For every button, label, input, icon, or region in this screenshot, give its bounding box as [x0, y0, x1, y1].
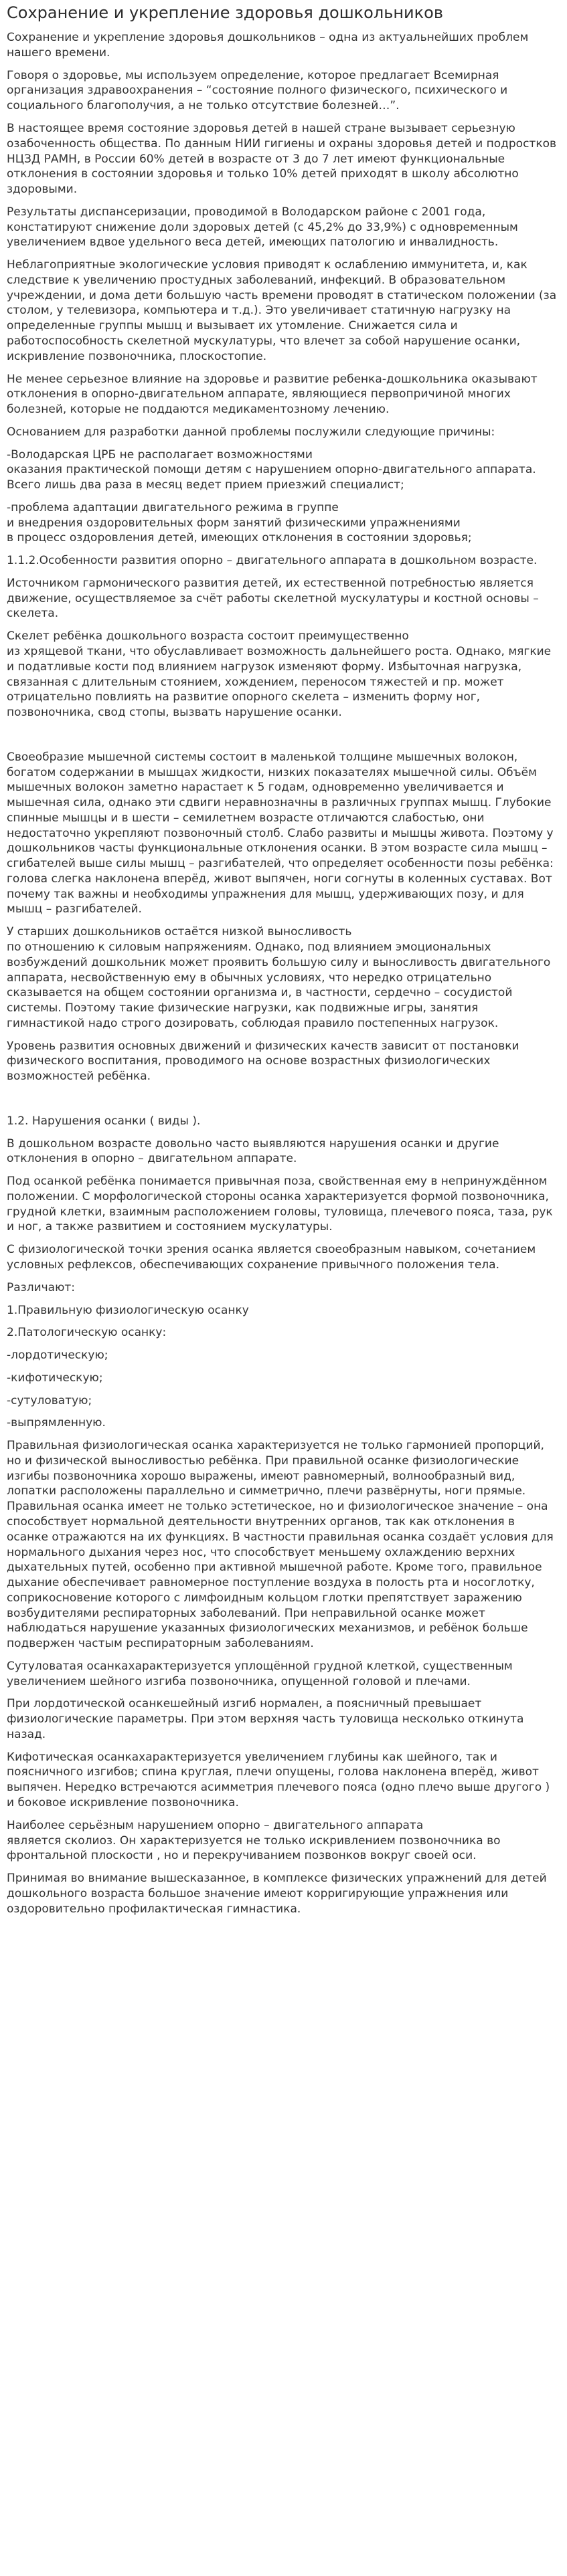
paragraph: При лордотической осанкешейный изгиб нормален, а поясничный превышает физиологические параметры. При этом верхняя часть туловища несколько откинута назад. [7, 1697, 524, 1741]
paragraph: Основанием для разработки данной проблемы послужили следующие причины: [7, 425, 495, 439]
paragraph: Кифотическая осанкахарактеризуется увеличением глубины как шейного, так и поясничного изгибов; спина круглая, плечи опущены, голова наклонена вперёд, живот выпячен. Нередко встречаются асимметрия плечевого пояса (одно плечо выше другого ) и боковое искривление позвоночника. [7, 1750, 550, 1809]
list-item: 2.Патологическую осанку: [7, 1326, 167, 1340]
paragraph: У старших дошкольников остаётся низкой выносливость по отношению к силовым напряжениям. Однако, под влиянием эмоциональных возбуждений дошкольник может проявить большую силу и выносливость двигательного аппарата, несвойственную ему в обычных условиях, что нередко отрицательно сказывается на общем состоянии организма и, в частности, сердечно – сосудистой системы. Поэтому такие физические нагрузки, как подвижные игры, занятия гимнастикой надо строго дозировать, соблюдая правило постепенных нагрузок. [7, 925, 551, 1030]
paragraph: Не менее серьезное влияние на здоровье и развитие ребенка-дошкольника оказывают отклонения в опорно-двигательном аппарате, являющиеся первопричиной многих болезней, которые не поддаются медикаментозному лечению. [7, 372, 538, 417]
list-item: -выпрямленную. [7, 1416, 106, 1430]
paragraph: Результаты диспансеризации, проводимой в Володарском районе с 2001 года, констатируют снижение доли здоровых детей (с 45,2% до 33,9%) с одновременным увеличением вдвое удельного веса детей, имеющих патологию и инвалидность. [7, 205, 518, 250]
section-heading: 1.2. Нарушения осанки ( виды ). [7, 1114, 201, 1128]
paragraph: Неблагоприятные экологические условия приводят к ослаблению иммунитета, и, как следствие к увеличению простудных заболеваний, инфекций. В образовательном учреждении, и дома дети большую часть времени проводят в статическом положении (за столом, у телевизора, компьютера и т.д.). Это увеличивает статичную нагрузку на определенные группы мышц и вызывает их утомление. Снижается сила и работоспособность скелетной мускулатуры, что влечет за собой нарушение осанки, искривление позвоночника, плоскостопие. [7, 258, 557, 363]
paragraph: С физиологической точки зрения осанка является своеобразным навыком, сочетанием условных рефлексов, обеспечивающих сохранение привычного положения тела. [7, 1243, 536, 1272]
paragraph: Под осанкой ребёнка понимается привычная поза, свойственная ему в непринуждённом положении. С морфологической стороны осанка характеризуется формой позвоночника, грудной клетки, взаимным расположением головы, туловища, плечевого пояса, таза, рук и ног, а также развитием и состоянием мускулатуры. [7, 1175, 553, 1234]
article-body [7, 30, 559, 1916]
list-item: 1.Правильную физиологическую осанку [7, 1303, 249, 1317]
paragraph: Скелет ребёнка дошкольного возраста состоит преимущественно из хрящевой ткани, что обуславливает возможность дальнейшего роста. Однако, мягкие и податливые кости под влиянием нагрузок изменяют форму. Избыточная нагрузка, связанная с длительным стоянием, хождением, переносом тяжестей и пр. может отрицательно повлиять на развитие опорного скелета – изменить форму ног, позвоночника, свод стопы, вызвать нарушение осанки. [7, 629, 552, 720]
article-title: Сохранение и укрепление здоровья дошкольников [7, 3, 443, 22]
paragraph: Наиболее серьёзным нарушением опорно – двигательного аппарата является сколиоз. Он характеризуется не только искривлением позвоночника во фронтальной плоскости , но и перекручиванием позвонков вокруг своей оси. [7, 1818, 501, 1863]
paragraph: -проблема адаптации двигательного режима в группе и внедрения оздоровительных форм занятий физическими упражнениями в процесс оздоровления детей, имеющих отклонения в состоянии здоровья; [7, 500, 472, 545]
list-item: -лордотическую; [7, 1349, 108, 1363]
article-page [0, 3, 567, 1944]
paragraph: В настоящее время состояние здоровья детей в нашей стране вызывает серьезную озабоченность общества. По данным НИИ гигиены и охраны здоровья детей и подростков НЦЗД РАМН, в России 60% детей в возрасте от 3 до 7 лет имеют функциональные отклонения в состоянии здоровья и только 10% детей приходят в школу абсолютно здоровыми. [7, 122, 557, 197]
paragraph: Источником гармонического развития детей, их естественной потребностью является движение, осуществляемое за счёт работы скелетной мускулатуры и костной основы – скелета. [7, 576, 539, 621]
paragraph: Принимая во внимание вышесказанное, в комплексе физических упражнений для детей дошкольного возраста большое значение имеют корригирующие упражнения или оздоровительно профилактическая гимнастика. [7, 1872, 547, 1916]
paragraph: -Володарская ЦРБ не располагает возможностями оказания практической помощи детям с нарушением опорно-двигательного аппарата. Всего лишь два раза в месяц ведет прием приезжий специалист; [7, 448, 536, 492]
paragraph: Различают: [7, 1280, 76, 1294]
paragraph: Сутуловатая осанкахарактеризуется уплощённой грудной клеткой, существенным увеличением шейного изгиба позвоночника, опущенной головой и плечами. [7, 1659, 513, 1688]
paragraph: В дошкольном возрасте довольно часто выявляются нарушения осанки и другие отклонения в опорно – двигательном аппарате. [7, 1136, 499, 1166]
paragraph: Правильная физиологическая осанка характеризуется не только гармонией пропорций, но и физической выносливостью ребёнка. При правильной осанке физиологические изгибы позвоночника хорошо выражены, имеют равномерный, волнообразный вид, лопатки расположены параллельно и симметрично, плечи развёрнуты, ноги прямые. Правильная осанка имеет не только эстетическое, но и физиологическое значение – она способствует нормальной деятельности внутренних органов, так как отклонения в осанке отражаются на их функциях. В частности правильная осанка создаёт условия для нормального дыхания через нос, что способствует меньшему охлаждению верхних дыхательных путей, особенно при активной мышечной работе. Кроме того, правильное дыхание обеспечивает равномерное поступление воздуха в полость рта и носоглотку, соприкосновение которого с лимфоидным кольцом глотки препятствует заражению возбудителями респираторных заболеваний. При неправильной осанке может наблюдаться нарушение указанных физиологических механизмов, и ребёнок больше подвержен частым респираторным заболеваниям. [7, 1439, 554, 1651]
section-heading: 1.1.2.Особенности развития опорно – двигательного аппарата в дошкольном возрасте. [7, 554, 538, 568]
paragraph: Говоря о здоровье, мы используем определение, которое предлагает Всемирная организация здравоохранения – “состояние полного физического, психического и социального благополучия, а не только отсутствие болезней…”. [7, 68, 508, 113]
paragraph: Сохранение и укрепление здоровья дошкольников – одна из актуальнейших проблем нашего времени. [7, 31, 529, 60]
paragraph: Своеобразие мышечной системы состоит в маленькой толщине мышечных волокон, богатом содержании в мышцах жидкости, низких показателях мышечной силы. Объём мышечных волокон заметно нарастает к 5 годам, одновременно увеличивается и мышечная сила, однако эти сдвиги неравнозначны в различных группах мышц. Глубокие спинные мышцы и в шести – семилетнем возрасте отличаются слабостью, они недостаточно укрепляют позвоночный столб. Слабо развиты и мышцы живота. Поэтому у дошкольников часты функциональные отклонения осанки. В этом возрасте сила мышц – сгибателей выше силы мышц – разгибателей, что определяет особенности позы ребёнка: голова слегка наклонена вперёд, живот выпячен, ноги согнуты в коленных суставах. Вот почему так важны и необходимы упражнения для мышц, удерживающих позу, и для мышц – разгибателей. [7, 750, 554, 916]
paragraph: Уровень развития основных движений и физических качеств зависит от постановки физического воспитания, проводимого на основе возрастных физиологических возможностей ребёнка. [7, 1039, 519, 1084]
list-item: -сутуловатую; [7, 1393, 92, 1407]
list-item: -кифотическую; [7, 1371, 103, 1385]
